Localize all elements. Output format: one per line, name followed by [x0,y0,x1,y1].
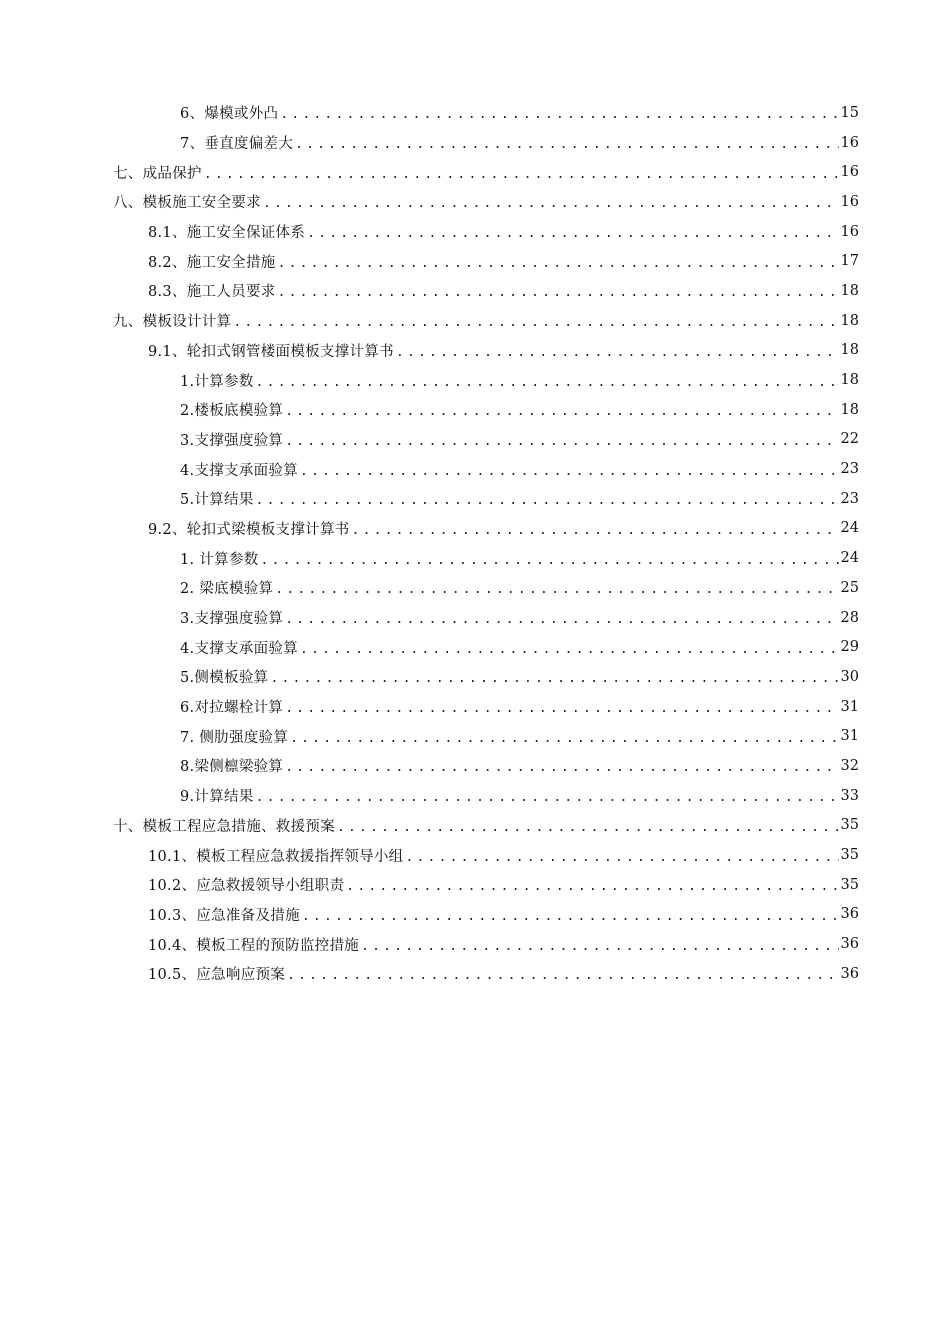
toc-entry-label: 9.1、轮扣式钢管楼面模板支撑计算书 [148,343,394,360]
toc-entry[interactable] [0,128,950,158]
toc-entry[interactable] [0,217,950,247]
toc-entry-label: 3.支撑强度验算 [180,432,284,449]
toc-entry-label: 5.侧模板验算 [180,670,269,687]
toc-entry-page: 24 [840,550,859,567]
toc-entry[interactable] [0,306,950,336]
toc-entry-page: 22 [840,431,859,448]
toc-dot-leader [352,520,839,537]
toc-entry-page: 15 [840,104,859,121]
toc-entry-label: 2.楼板底模验算 [180,403,284,420]
toc-dot-leader [278,253,839,270]
toc-entry-label: 3.支撑强度验算 [180,611,284,628]
toc-entry[interactable] [0,840,950,870]
toc-dot-leader [263,193,839,210]
toc-entry-label: 10.4、模板工程的预防监控措施 [148,937,360,954]
toc-entry-label: 七、成品保护 [113,165,202,182]
toc-dot-leader [270,668,838,685]
toc-entry-page: 16 [840,164,859,181]
toc-dot-leader [287,965,838,982]
toc-entry-label: 6、爆模或外凸 [180,106,279,123]
toc-entry[interactable] [0,632,950,662]
toc-entry-label: 10.5、应急响应预案 [148,967,286,984]
toc-entry-label: 8.梁侧檩梁验算 [180,759,284,776]
toc-dot-leader [261,550,839,567]
toc-dot-leader [285,431,838,448]
toc-entry-page: 35 [840,847,859,864]
toc-dot-leader [285,401,838,418]
toc-entry-label: 7. 侧肋强度验算 [180,729,289,746]
toc-entry[interactable] [0,187,950,217]
toc-entry-page: 16 [840,193,859,210]
toc-entry-label: 4.支撑支承面验算 [180,640,299,657]
toc-entry[interactable] [0,900,950,930]
toc-entry[interactable] [0,929,950,959]
toc-entry-page: 18 [840,282,859,299]
toc-entry-page: 18 [840,401,859,418]
toc-entry-page: 36 [840,936,859,953]
toc-entry-label: 九、模板设计计算 [113,314,232,331]
toc-entry-page: 23 [840,490,859,507]
toc-dot-leader [285,609,838,626]
toc-entry-label: 9.2、轮扣式梁模板支撑计算书 [148,521,350,538]
toc-entry-label: 8.2、施工安全措施 [148,254,276,271]
toc-entry-label: 7、垂直度偏差大 [180,136,294,153]
toc-entry-label: 10.2、应急救援领导小组职责 [148,878,345,895]
toc-entry-page: 17 [840,253,859,270]
toc-entry-label: 八、模板施工安全要求 [113,195,261,212]
toc-entry[interactable] [0,603,950,633]
toc-entry[interactable] [0,751,950,781]
toc-entry-page: 36 [840,906,859,923]
toc-entry[interactable] [0,365,950,395]
toc-entry-label: 2. 梁底模验算 [180,581,274,598]
toc-entry-page: 18 [840,342,859,359]
toc-entry-label: 10.1、模板工程应急救援指挥领导小组 [148,848,404,865]
toc-dot-leader [307,223,838,240]
toc-entry[interactable] [0,157,950,187]
toc-dot-leader [337,817,839,834]
toc-entry-page: 23 [840,461,859,478]
toc-entry-label: 4.支撑支承面验算 [180,462,299,479]
toc-entry[interactable] [0,454,950,484]
toc-dot-leader [361,936,838,953]
toc-dot-leader [396,342,839,359]
toc-entry[interactable] [0,484,950,514]
toc-entry[interactable] [0,721,950,751]
toc-entry[interactable] [0,692,950,722]
toc-entry-page: 31 [840,728,859,745]
table-of-contents [0,98,950,989]
toc-entry-label: 8.1、施工安全保证体系 [148,225,306,242]
toc-entry-label: 十、模板工程应急措施、救援预案 [113,818,335,835]
toc-entry[interactable] [0,276,950,306]
toc-entry-label: 6.对拉螺栓计算 [180,700,284,717]
toc-entry-page: 16 [840,134,859,151]
toc-dot-leader [302,906,839,923]
toc-entry[interactable] [0,514,950,544]
toc-entry[interactable] [0,662,950,692]
toc-entry-label: 10.3、应急准备及措施 [148,907,300,924]
toc-entry-page: 36 [840,965,859,982]
toc-entry-page: 29 [840,639,859,656]
toc-entry-page: 18 [840,312,859,329]
toc-entry-page: 28 [840,609,859,626]
toc-entry-page: 33 [840,787,859,804]
toc-dot-leader [275,579,838,596]
toc-dot-leader [280,104,838,121]
toc-entry[interactable] [0,425,950,455]
toc-dot-leader [256,490,839,507]
toc-entry-page: 35 [840,817,859,834]
toc-entry-page: 30 [840,668,859,685]
toc-entry-label: 5.计算结果 [180,492,254,509]
toc-entry[interactable] [0,811,950,841]
toc-entry-page: 31 [840,698,859,715]
toc-entry-label: 8.3、施工人员要求 [148,284,276,301]
toc-entry[interactable] [0,870,950,900]
toc-entry-label: 1. 计算参数 [180,551,259,568]
toc-entry-page: 16 [840,223,859,240]
toc-entry[interactable] [0,336,950,366]
toc-entry-page: 18 [840,372,859,389]
toc-entry[interactable] [0,573,950,603]
toc-dot-leader [256,787,839,804]
toc-entry-page: 35 [840,876,859,893]
toc-dot-leader [204,164,839,181]
toc-dot-leader [300,639,839,656]
toc-entry[interactable] [0,395,950,425]
toc-entry-page: 24 [840,520,859,537]
toc-dot-leader [295,134,838,151]
toc-entry[interactable] [0,543,950,573]
toc-dot-leader [285,757,838,774]
toc-dot-leader [346,876,838,893]
toc-dot-leader [300,461,839,478]
toc-dot-leader [256,372,839,389]
toc-dot-leader [290,728,838,745]
toc-entry-page: 25 [840,579,859,596]
toc-entry[interactable] [0,246,950,276]
toc-dot-leader [278,282,839,299]
toc-dot-leader [285,698,838,715]
toc-entry[interactable] [0,98,950,128]
toc-dot-leader [233,312,838,329]
toc-entry-label: 1.计算参数 [180,373,254,390]
toc-entry[interactable] [0,959,950,989]
toc-entry-label: 9.计算结果 [180,789,254,806]
toc-dot-leader [405,847,838,864]
toc-entry[interactable] [0,781,950,811]
toc-entry-page: 32 [840,757,859,774]
